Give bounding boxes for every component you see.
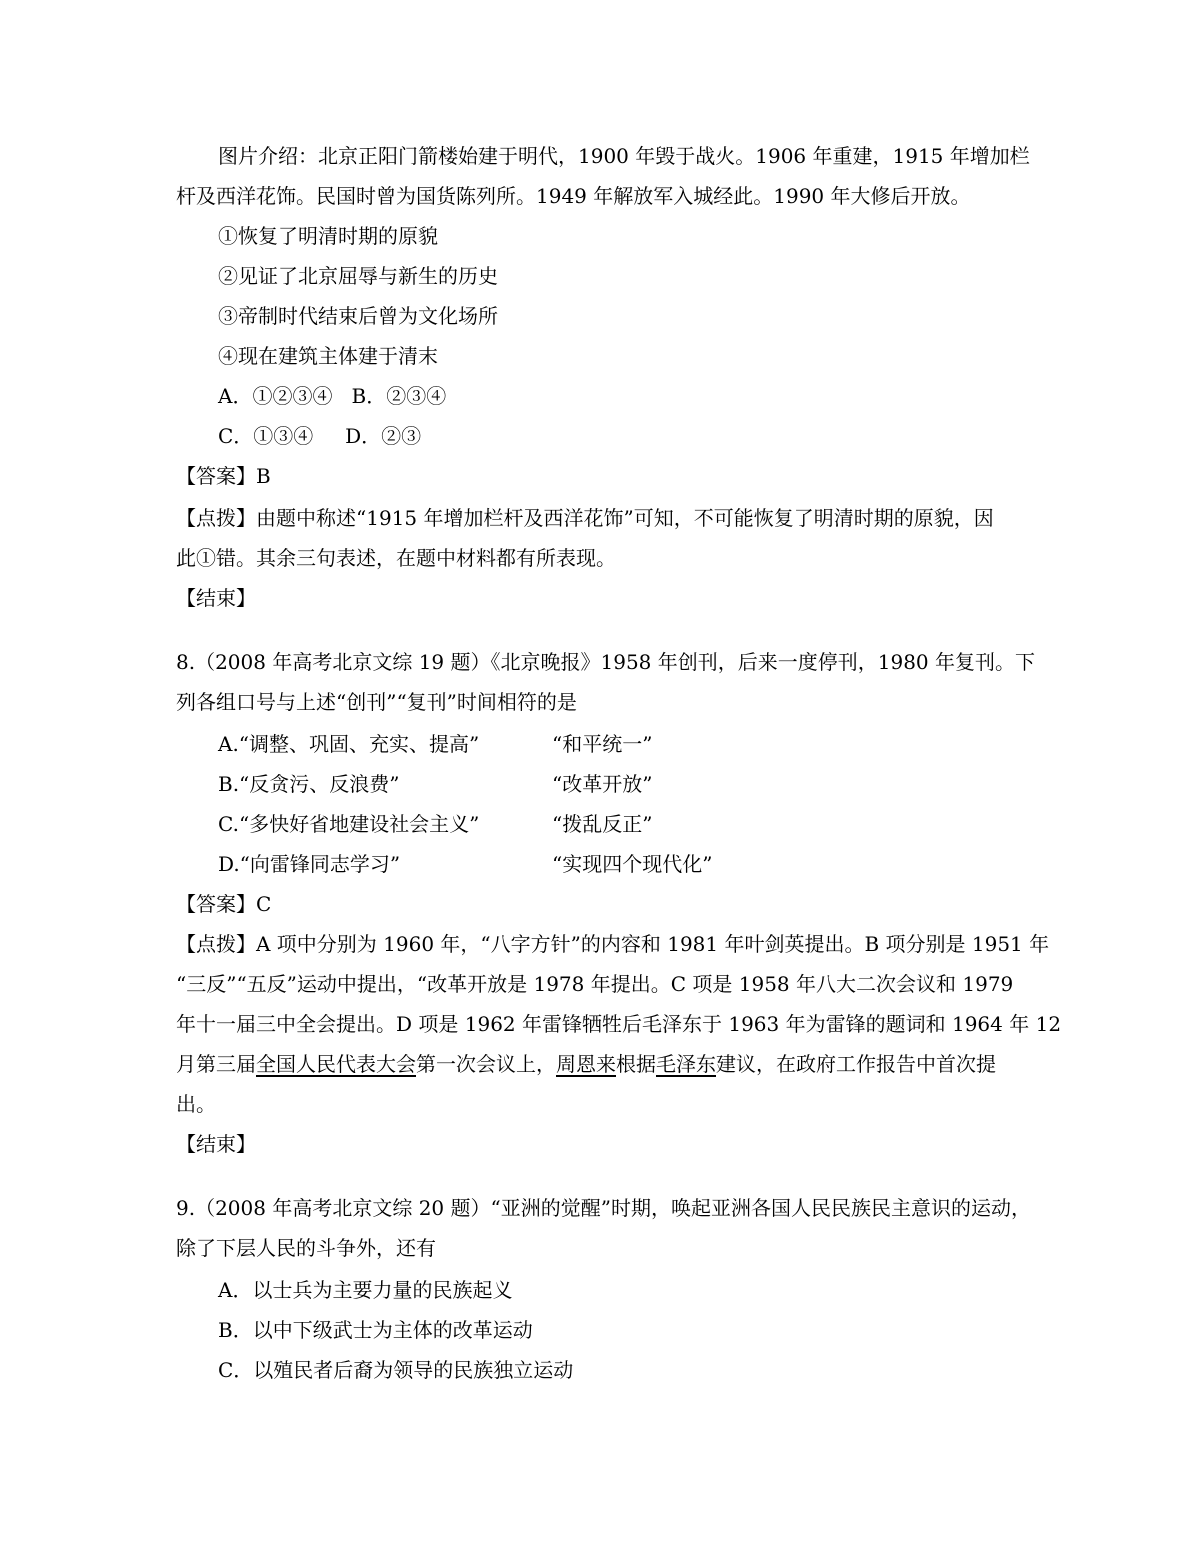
q8-end-marker: 【结束】 — [176, 1132, 256, 1156]
q8-hint-text: 根据 — [616, 1052, 656, 1076]
q8-hint-text: 建议，在政府工作报告中首次提 — [716, 1052, 996, 1076]
q7-end-marker: 【结束】 — [176, 586, 256, 610]
q7-hint-line-1: 【点拨】由题中称述“1915 年增加栏杆及西洋花饰”可知，不可能恢复了明清时期的原貌，因 — [176, 506, 994, 530]
q7-statement-4: ④现在建筑主体建于清末 — [218, 344, 438, 368]
q8-hint-line-1: 【点拨】A 项中分别为 1960 年，“八字方针”的内容和 1981 年叶剑英提出。B 项分别是 1951 年 — [176, 932, 1050, 956]
q8-hint-line-4 — [176, 1054, 996, 1074]
q8-option-c-left: C.“多快好省地建设社会主义” — [218, 812, 480, 836]
q8-option-d-left: D.“向雷锋同志学习” — [218, 852, 401, 876]
q8-option-a-left: A.“调整、巩固、充实、提高” — [218, 732, 480, 756]
q7-answer: 【答案】B — [176, 464, 271, 488]
q9-stem-line-2: 除了下层人民的斗争外，还有 — [176, 1236, 436, 1260]
q9-option-a: A．以士兵为主要力量的民族起义 — [218, 1278, 513, 1302]
q8-stem-line-1: 8.（2008 年高考北京文综 19 题）《北京晚报》1958 年创刊，后来一度停刊，1980 年复刊。下 — [176, 650, 1036, 674]
zhou-enlai-link[interactable]: 周恩来 — [556, 1052, 616, 1076]
intro-line-1: 图片介绍：北京正阳门箭楼始建于明代，1900 年毁于战火。1906 年重建，1915 年增加栏 — [218, 144, 1030, 168]
mao-zedong-link[interactable]: 毛泽东 — [656, 1052, 716, 1076]
q9-option-b: B．以中下级武士为主体的改革运动 — [218, 1318, 533, 1342]
q8-hint-line-3: 年十一届三中全会提出。D 项是 1962 年雷锋牺牲后毛泽东于 1963 年为雷锋的题词和 1964 年 12 — [176, 1012, 1062, 1036]
q8-hint-line-5: 出。 — [176, 1092, 216, 1116]
q9-stem-line-1: 9.（2008 年高考北京文综 20 题）“亚洲的觉醒”时期，唤起亚洲各国人民民族民主意识的运动， — [176, 1196, 1031, 1220]
q8-option-d-right: “实现四个现代化” — [552, 852, 713, 876]
q7-options-row-1: A．①②③④ B．②③④ — [218, 384, 447, 408]
q8-option-a-right: “和平统一” — [552, 732, 653, 756]
q8-answer: 【答案】C — [176, 892, 272, 916]
q8-option-b-right: “改革开放” — [552, 772, 653, 796]
q7-statement-3: ③帝制时代结束后曾为文化场所 — [218, 304, 498, 328]
q8-hint-line-2: “三反”“五反”运动中提出，“改革开放是 1978 年提出。C 项是 1958 年八大二次会议和 1979 — [176, 972, 1014, 996]
q7-options-row-2: C．①③④ D．②③ — [218, 424, 422, 448]
q8-option-b-left: B.“反贪污、反浪费” — [218, 772, 400, 796]
npc-link[interactable]: 全国人民代表大会 — [256, 1052, 416, 1076]
q7-statement-2: ②见证了北京屈辱与新生的历史 — [218, 264, 498, 288]
q8-stem-line-2: 列各组口号与上述“创刊”“复刊”时间相符的是 — [176, 690, 577, 714]
q7-statement-1: ①恢复了明清时期的原貌 — [218, 224, 438, 248]
q7-hint-line-2: 此①错。其余三句表述，在题中材料都有所表现。 — [176, 546, 616, 570]
q9-option-c: C．以殖民者后裔为领导的民族独立运动 — [218, 1358, 574, 1382]
intro-line-2: 杆及西洋花饰。民国时曾为国货陈列所。1949 年解放军入城经此。1990 年大修后开放。 — [176, 184, 971, 208]
q8-hint-text: 第一次会议上， — [416, 1052, 556, 1076]
q8-hint-text: 月第三届 — [176, 1052, 256, 1076]
q8-option-c-right: “拨乱反正” — [552, 812, 653, 836]
